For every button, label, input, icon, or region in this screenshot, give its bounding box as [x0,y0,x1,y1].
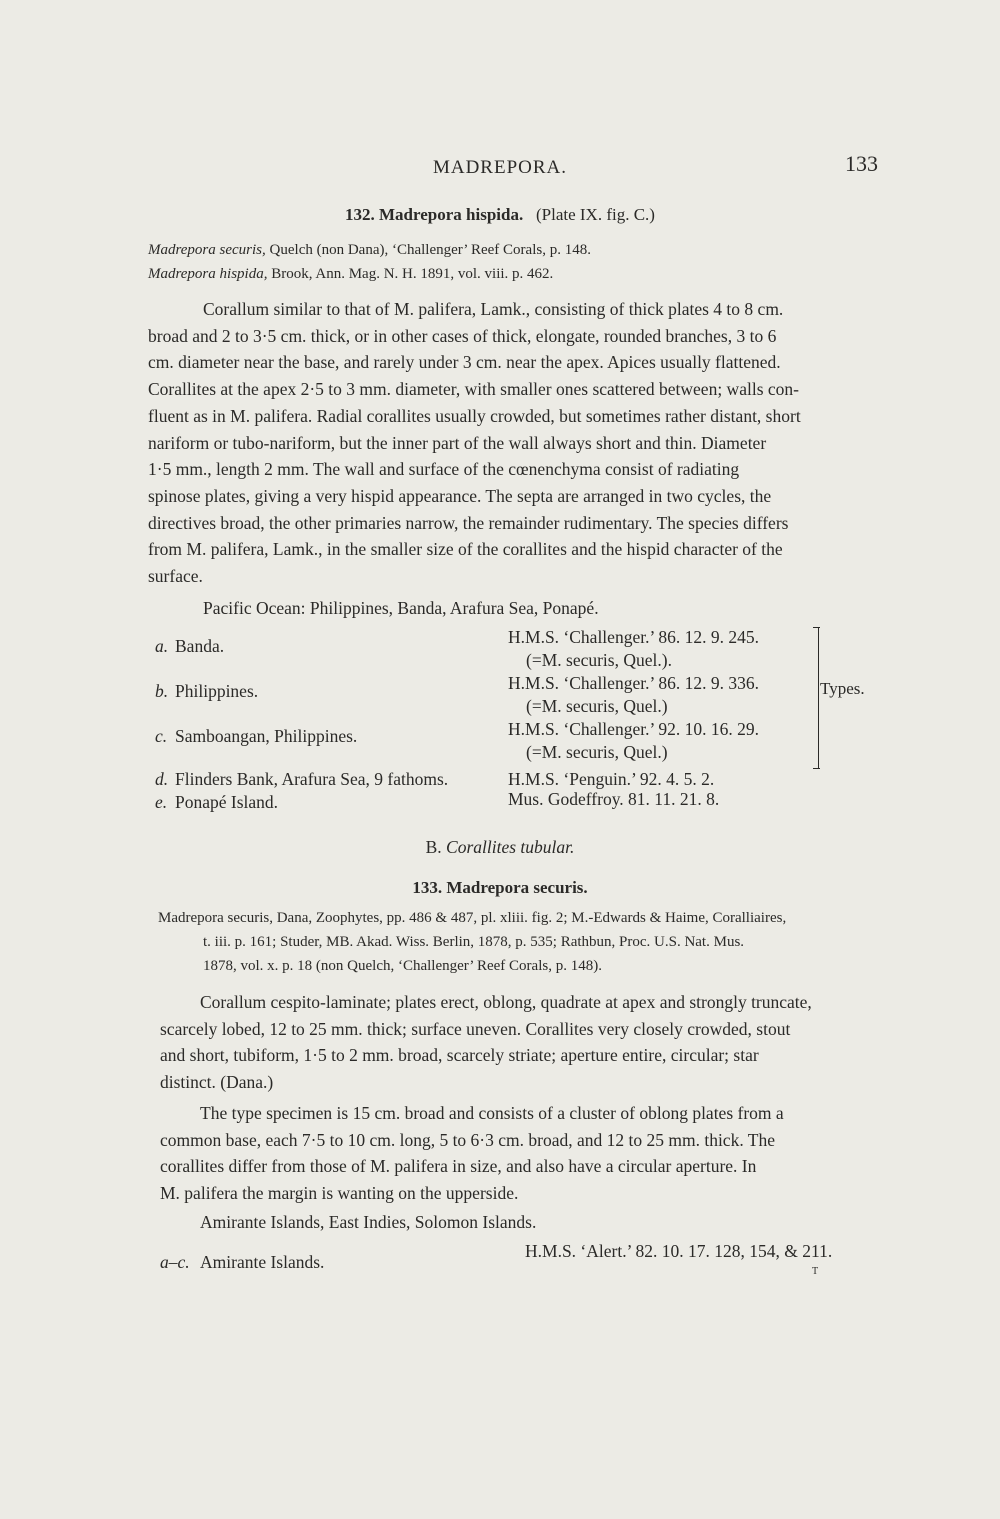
specimen-a-letter [155,636,168,657]
desc-line: scarcely lobed, 12 to 25 mm. thick; surface uneven. Corallites very closely crowded, stout [160,1018,791,1039]
synonym-1-ref: Quelch (non Dana), ‘Challenger’ Reef Corals, p. 148. [269,242,591,258]
type-line: The type specimen is 15 cm. broad and consists of a cluster of oblong plates from a [200,1103,784,1123]
desc-line: Corallum similar to that of M. palifera, Lamk., consisting of thick plates 4 to 8 cm. [203,299,784,319]
species-133-synonymy-3 [203,958,602,975]
species-132-heading [0,205,1000,225]
signature-mark: T [812,1266,819,1277]
letter: b. [155,681,169,701]
section-b-title: Corallites tubular. [446,837,575,857]
synonym-line-1 [148,242,591,259]
types-bracket [812,627,819,769]
specimen-e-letter [155,792,167,813]
specimen-d-locality: Flinders Bank, Arafura Sea, 9 fathoms. [175,769,449,789]
specimen-c-letter [155,726,167,747]
letter: a. [155,636,169,656]
specimen-b-note: (=M. securis, Quel.) [526,696,668,716]
desc-line: Corallites at the apex 2·5 to 3 mm. diameter, with smaller ones scattered between; walls con- [148,379,799,400]
species-132-description [148,296,884,590]
section-b-label: B. [425,837,442,857]
types-label: Types. [820,679,865,698]
synonym-line: t. iii. p. 161; Studer, MB. Akad. Wiss. Berlin, 1878, p. 535; Rathbun, Proc. U.S. Nat. Mus. [203,934,745,950]
desc-line: from M. palifera, Lamk., in the smaller size of the corallites and the hispid character of the [148,539,783,560]
desc-line: nariform or tubo-nariform, but the inner part of the wall always short and thin. Diameter [148,432,767,453]
specimen-b-locality: Philippines. [175,681,259,701]
specimen-d-letter [155,769,168,790]
specimen-ac-locality: Amirante Islands. [200,1252,325,1272]
species-133-description [160,989,892,1096]
specimen-ac-source: H.M.S. ‘Alert.’ 82. 10. 17. 128, 154, & 211. [525,1241,833,1261]
synonym-line: 1878, vol. x. p. 18 (non Quelch, ‘Challenger’ Reef Corals, p. 148). [203,958,602,974]
synonym-line-2 [148,266,553,283]
desc-line: and short, tubiform, 1·5 to 2 mm. broad, scarcely striate; aperture entire, circular; star [160,1045,759,1066]
specimen-a-locality: Banda. [175,636,225,656]
specimen-a-note: (=M. securis, Quel.). [526,650,672,670]
desc-line: surface. [148,566,203,587]
specimen-c-note: (=M. securis, Quel.) [526,742,668,762]
specimen-e-source: Mus. Godeffroy. 81. 11. 21. 8. [508,789,720,809]
letter: a–c. [160,1252,190,1272]
synonym-2-ref: Brook, Ann. Mag. N. H. 1891, vol. viii. p. 462. [271,266,554,282]
desc-line: Corallum cespito-laminate; plates erect, oblong, quadrate at apex and strongly truncate, [200,992,812,1012]
specimen-c-source: H.M.S. ‘Challenger.’ 92. 10. 16. 29. [508,719,759,739]
species-133-name: 133. Madrepora securis. [412,878,588,897]
specimen-a-source: H.M.S. ‘Challenger.’ 86. 12. 9. 245. [508,627,759,647]
letter: d. [155,769,169,789]
species-132-name: 132. Madrepora hispida. [345,205,524,224]
specimen-b-letter [155,681,168,702]
type-line: common base, each 7·5 to 10 cm. long, 5 to 6·3 cm. broad, and 12 to 25 mm. thick. The [160,1129,775,1150]
species-132-plate: (Plate IX. fig. C.) [535,205,655,224]
type-line: M. palifera the margin is wanting on the upperside. [160,1183,519,1204]
species-133-synonymy [158,910,786,927]
specimen-d-source: H.M.S. ‘Penguin.’ 92. 4. 5. 2. [508,769,715,789]
specimen-e-locality: Ponapé Island. [175,792,279,812]
desc-line: 1·5 mm., length 2 mm. The wall and surface of the cœnenchyma consist of radiating [148,459,740,480]
desc-line: fluent as in M. palifera. Radial corallites usually crowded, but sometimes rather distant, short [148,405,801,426]
desc-line: directives broad, the other primaries narrow, the remainder rudimentary. The species differs [148,512,789,533]
type-line: corallites differ from those of M. palifera in size, and also have a circular aperture. In [160,1156,757,1177]
page-number: 133 [845,151,878,176]
letter: e. [155,792,168,812]
specimen-ac-letter [160,1252,190,1273]
species-133-synonymy-2 [203,934,744,951]
running-header: MADREPORA. [432,157,568,178]
species-133-type-paragraph [160,1100,892,1207]
desc-line: spinose plates, giving a very hispid appearance. The septa are arranged in two cycles, the [148,485,772,506]
desc-line: distinct. (Dana.) [160,1072,274,1093]
species-132-distribution: Pacific Ocean: Philippines, Banda, Arafura Sea, Ponapé. [203,598,599,618]
letter: c. [155,726,168,746]
species-133-heading [0,878,1000,898]
species-133-distribution: Amirante Islands, East Indies, Solomon Islands. [200,1212,537,1232]
synonym-line: Madrepora securis, Dana, Zoophytes, pp. 486 & 487, pl. xliii. fig. 2; M.-Edwards & Haime, Coralliaires, [158,910,787,926]
desc-line: broad and 2 to 3·5 cm. thick, or in other cases of thick, elongate, rounded branches, 3 to 6 [148,325,777,346]
specimen-b-source: H.M.S. ‘Challenger.’ 86. 12. 9. 336. [508,673,759,693]
section-b-heading [0,837,1000,858]
desc-line: cm. diameter near the base, and rarely under 3 cm. near the apex. Apices usually flattened. [148,352,781,373]
synonym-1-name: Madrepora securis, [148,242,266,258]
synonym-2-name: Madrepora hispida, [148,266,268,282]
specimen-c-locality: Samboangan, Philippines. [175,726,358,746]
